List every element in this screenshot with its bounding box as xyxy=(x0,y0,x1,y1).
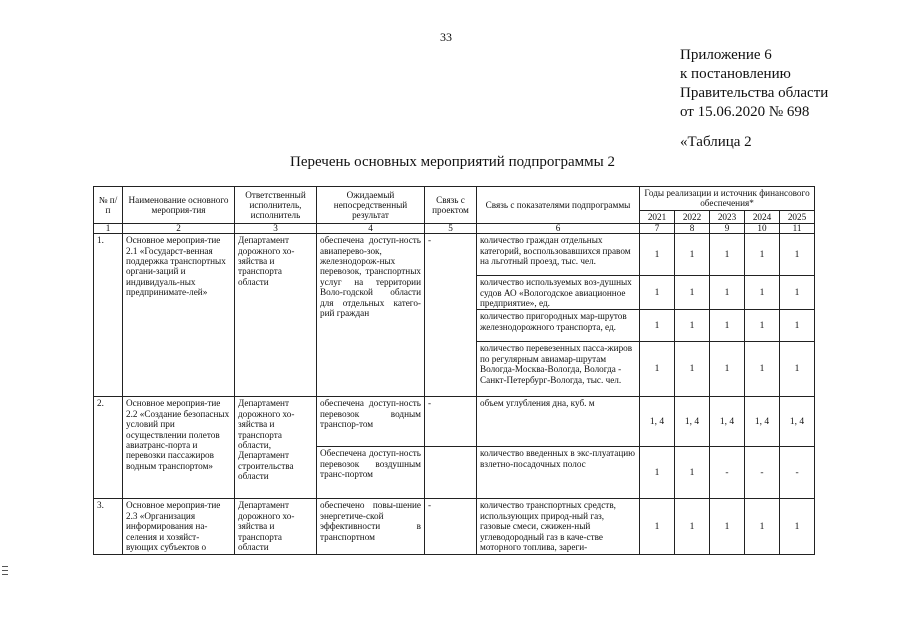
column-number: 4 xyxy=(317,224,425,234)
measure-result: Обеспечена доступ-ность перевозок воздушным транс-портом xyxy=(317,447,425,499)
row-number: 2. xyxy=(94,397,123,499)
measure-result: обеспечена доступ-ность авиаперево-зок, железнодорож-ных перевозок, транспортных услуг на территории Воло-годской области для отдельных катего-рий граждан xyxy=(317,234,425,397)
year-value: 1 xyxy=(745,276,780,310)
header-result: Ожидаемый непосредственный результат xyxy=(317,187,425,224)
year-value: 1 xyxy=(780,499,815,555)
column-number: 10 xyxy=(745,224,780,234)
appendix-line: от 15.06.2020 № 698 xyxy=(680,104,810,120)
header-year: 2024 xyxy=(745,210,780,223)
measure-name: Основное мероприя-тие 2.3 «Организация информирования на-селения и хозяйст-вующих субъектов о xyxy=(123,499,235,555)
year-value: 1 xyxy=(675,342,710,397)
year-value: 1 xyxy=(640,447,675,499)
column-number: 7 xyxy=(640,224,675,234)
header-project: Связь с проектом xyxy=(425,187,477,224)
indicator-text: количество транспортных средств, использующих природ-ный газ, газовые смеси, сжижен-ный углеводородный газ в каче-стве моторного топлива, зареги- xyxy=(477,499,640,555)
year-value: 1 xyxy=(675,310,710,342)
measure-name: Основное мероприя-тие 2.1 «Государст-венная поддержка транспортных органи-заций и индивидуаль-ных предпринимате-лей» xyxy=(123,234,235,397)
column-number: 5 xyxy=(425,224,477,234)
year-value: 1, 4 xyxy=(780,397,815,447)
year-value: 1 xyxy=(710,499,745,555)
year-value: 1 xyxy=(745,310,780,342)
measure-name: Основное мероприя-тие 2.2 «Создание безопасных условий при осуществлении полетов авиатранс-порта и перевозки пассажиров водным транспортом» xyxy=(123,397,235,499)
table-row xyxy=(94,397,815,447)
header-years-group: Годы реализации и источник финансового обеспечения* xyxy=(640,187,815,211)
header-year: 2021 xyxy=(640,210,675,223)
year-value: 1 xyxy=(640,342,675,397)
row-number: 1. xyxy=(94,234,123,397)
column-numbers-row xyxy=(94,224,815,234)
year-value: 1, 4 xyxy=(745,397,780,447)
table-row xyxy=(94,499,815,555)
appendix-line: Приложение 6 xyxy=(680,47,772,63)
header-indicators: Связь с показателями подпрограммы xyxy=(477,187,640,224)
margin-tick xyxy=(2,570,8,571)
year-value: 1, 4 xyxy=(675,397,710,447)
year-value: 1 xyxy=(640,234,675,276)
project-link: - xyxy=(425,397,477,447)
header-year: 2023 xyxy=(710,210,745,223)
column-number: 6 xyxy=(477,224,640,234)
year-value: 1 xyxy=(640,499,675,555)
project-link xyxy=(425,447,477,499)
year-value: 1 xyxy=(640,276,675,310)
year-value: 1 xyxy=(780,342,815,397)
year-value: 1 xyxy=(745,234,780,276)
header-year: 2025 xyxy=(780,210,815,223)
column-number: 1 xyxy=(94,224,123,234)
indicator-text: количество граждан отдельных категорий, воспользовавшихся правом на льготный проезд, тыс. чел. xyxy=(477,234,640,276)
row-number: 3. xyxy=(94,499,123,555)
year-value: 1 xyxy=(780,234,815,276)
year-value: 1 xyxy=(780,310,815,342)
appendix-line: Правительства области xyxy=(680,85,829,101)
year-value: - xyxy=(780,447,815,499)
header-no: № п/п xyxy=(94,187,123,224)
year-value: 1 xyxy=(675,499,710,555)
project-link: - xyxy=(425,234,477,397)
measure-result: обеспечено повы-шение энергетиче-ской эффективности в транспортном xyxy=(317,499,425,555)
year-value: 1 xyxy=(675,234,710,276)
column-number: 2 xyxy=(123,224,235,234)
project-link: - xyxy=(425,499,477,555)
measures-table xyxy=(93,186,815,555)
column-number: 9 xyxy=(710,224,745,234)
column-number: 3 xyxy=(235,224,317,234)
table-row xyxy=(94,234,815,276)
year-value: - xyxy=(745,447,780,499)
header-name: Наименование основного мероприя-тия xyxy=(123,187,235,224)
year-value: - xyxy=(710,447,745,499)
appendix-header xyxy=(680,46,828,122)
year-value: 1 xyxy=(710,234,745,276)
indicator-text: количество пригородных мар-шрутов железнодорожного транспорта, ед. xyxy=(477,310,640,342)
year-value: 1 xyxy=(640,310,675,342)
measure-executor: Департамент дорожного хо-зяйства и транспорта области, Департамент строительства области xyxy=(235,397,317,499)
year-value: 1 xyxy=(710,342,745,397)
column-number: 8 xyxy=(675,224,710,234)
column-number: 11 xyxy=(780,224,815,234)
year-value: 1, 4 xyxy=(640,397,675,447)
appendix-line: к постановлению xyxy=(680,66,791,82)
year-value: 1 xyxy=(745,499,780,555)
header-row xyxy=(94,187,815,211)
year-value: 1 xyxy=(675,276,710,310)
year-value: 1 xyxy=(780,276,815,310)
year-value: 1 xyxy=(675,447,710,499)
header-year: 2022 xyxy=(675,210,710,223)
year-value: 1 xyxy=(710,276,745,310)
indicator-text: количество перевезенных пасса-жиров по регулярным авиамар-шрутам Вологда-Москва-Вологда, Вологда - Санкт-Петербург-Вологда, тыс. чел. xyxy=(477,342,640,397)
measure-executor: Департамент дорожного хо-зяйства и транспорта области xyxy=(235,234,317,397)
header-executor: Ответственный исполнитель, исполнитель xyxy=(235,187,317,224)
indicator-text: количество введенных в экс-плуатацию взлетно-посадочных полос xyxy=(477,447,640,499)
indicator-text: объем углубления дна, куб. м xyxy=(477,397,640,447)
indicator-text: количество используемых воз-душных судов АО «Вологодское авиационное предприятие», ед. xyxy=(477,276,640,310)
page-number: 33 xyxy=(440,30,452,44)
scan-margin-marks xyxy=(2,566,8,578)
table-label: «Таблица 2 xyxy=(680,134,752,150)
margin-tick xyxy=(2,574,8,575)
margin-tick xyxy=(2,566,8,567)
year-value: 1 xyxy=(745,342,780,397)
measure-result: обеспечена доступ-ность перевозок водным транспор-том xyxy=(317,397,425,447)
year-value: 1 xyxy=(710,310,745,342)
measure-executor: Департамент дорожного хо-зяйства и транспорта области xyxy=(235,499,317,555)
year-value: 1, 4 xyxy=(710,397,745,447)
document-title: Перечень основных мероприятий подпрограммы 2 xyxy=(290,154,615,170)
